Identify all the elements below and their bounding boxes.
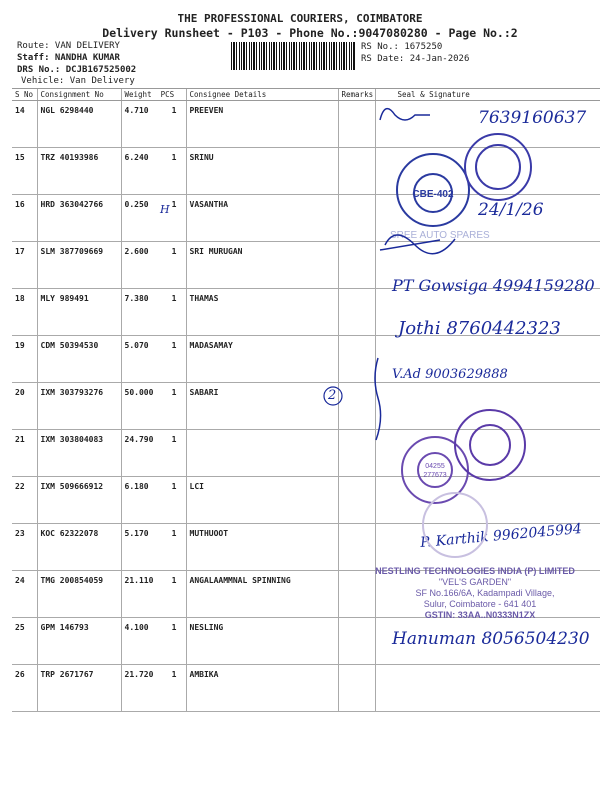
sno: 15 xyxy=(12,148,37,195)
col-weight-pcs: Weight PCS xyxy=(121,89,186,101)
sno: 21 xyxy=(12,430,37,477)
svg-text:SF No.166/6A, Kadampadi Villag: SF No.166/6A, Kadampadi Village, xyxy=(415,588,555,598)
sno: 23 xyxy=(12,524,37,571)
rs-date: RS Date: 24-Jan-2026 xyxy=(361,54,470,64)
svg-text:"VEL'S GARDEN": "VEL'S GARDEN" xyxy=(438,577,512,587)
nestling-stamp xyxy=(375,566,575,620)
pcs: 1 xyxy=(171,153,177,162)
weight: 4.100 xyxy=(124,623,149,632)
weight: 2.600 xyxy=(124,247,149,256)
svg-text:GSTIN: 33AA..N0333N1ZX: GSTIN: 33AA..N0333N1ZX xyxy=(424,610,536,620)
drs-number: DRS No.: DCJB167525002 xyxy=(17,65,137,75)
handwritten-signature: V.Ad 9003629888 xyxy=(392,367,508,382)
weight: 21.720 xyxy=(124,670,154,679)
consignee: SRINU xyxy=(186,148,338,195)
svg-text:277673: 277673 xyxy=(423,472,447,479)
consignment-no: IXM 509666912 xyxy=(37,477,121,524)
sno: 26 xyxy=(12,665,37,712)
consignee: MUTHUOOT xyxy=(186,524,338,571)
bracket-mark xyxy=(375,358,381,440)
pcs: 1 xyxy=(171,670,177,679)
spinning-stamp xyxy=(423,493,487,557)
pcs: 1 xyxy=(171,482,177,491)
consignment-no: SLM 387709669 xyxy=(37,242,121,289)
consignment-no: IXM 303804083 xyxy=(37,430,121,477)
handwritten-mark: 2 xyxy=(328,388,337,403)
sno: 19 xyxy=(12,336,37,383)
lakshmi-stamp xyxy=(455,410,525,480)
consignee: ANGALAAMMNAL SPINNING xyxy=(186,571,338,618)
consignment-no: CDM 50394530 xyxy=(37,336,121,383)
pcs: 1 xyxy=(171,341,177,350)
sno: 24 xyxy=(12,571,37,618)
pcs: 1 xyxy=(171,388,177,397)
consignee: LCI xyxy=(186,477,338,524)
sno: 14 xyxy=(12,101,37,148)
svg-text:04255: 04255 xyxy=(425,463,445,470)
consignee: PREEVEN xyxy=(186,101,338,148)
weight: 7.380 xyxy=(124,294,149,303)
consignment-no: IXM 303793276 xyxy=(37,383,121,430)
col-seal: Seal & Signature xyxy=(375,89,600,101)
weight: 6.180 xyxy=(124,482,149,491)
pcs: 1 xyxy=(171,529,177,538)
runsheet-subtitle: Delivery Runsheet - P103 - Phone No.:9047080280 - Page No.:2 xyxy=(102,26,518,40)
consignment-no: HRD 363042766 xyxy=(37,195,121,242)
handwritten-signature: P. Karthik 9962045994 xyxy=(419,520,583,552)
sno: 18 xyxy=(12,289,37,336)
col-sno: S No xyxy=(12,89,37,101)
pcs: 1 xyxy=(171,294,177,303)
sno: 16 xyxy=(12,195,37,242)
pcs: 1 xyxy=(171,247,177,256)
handwritten-signature: Hanuman 8056504230 xyxy=(392,629,590,649)
sno: 20 xyxy=(12,383,37,430)
consignment-no: MLY 989491 xyxy=(37,289,121,336)
consignee: MADASAMAY xyxy=(186,336,338,383)
consignment-no: TRZ 40193986 xyxy=(37,148,121,195)
pcs: 1 xyxy=(171,435,177,444)
svg-text:Sulur, Coimbatore - 641 401: Sulur, Coimbatore - 641 401 xyxy=(423,599,537,609)
security-stamp xyxy=(465,134,531,200)
vasantha-stamp xyxy=(397,154,469,226)
weight: 50.000 xyxy=(124,388,154,397)
handwritten-phone: 7639160637 xyxy=(478,108,587,128)
consignment-no: GPM 146793 xyxy=(37,618,121,665)
signature-scribble xyxy=(380,109,430,120)
consignment-no: TMG 200854059 xyxy=(37,571,121,618)
consignee: AMBIKA xyxy=(186,665,338,712)
weight: 0.250 xyxy=(124,200,149,209)
handwritten-mark: H xyxy=(160,203,170,216)
rs-number: RS No.: 1675250 xyxy=(361,42,443,52)
consignment-no: KOC 62322078 xyxy=(37,524,121,571)
document-title: THE PROFESSIONAL COURIERS, COIMBATORE xyxy=(177,12,423,25)
consignee: SABARI xyxy=(186,383,338,430)
pcs: 1 xyxy=(171,623,177,632)
sno: 25 xyxy=(12,618,37,665)
weight: 21.110 xyxy=(124,576,154,585)
handwritten-signature: PT Gowsiga 4994159280 xyxy=(392,276,595,295)
weight: 5.070 xyxy=(124,341,149,350)
col-consignment: Consignment No xyxy=(37,89,121,101)
sno: 17 xyxy=(12,242,37,289)
svg-text:NESTLING TECHNOLOGIES INDIA (P: NESTLING TECHNOLOGIES INDIA (P) LIMITED xyxy=(375,566,575,576)
consignment-no: TRP 2671767 xyxy=(37,665,121,712)
weight: 24.790 xyxy=(124,435,154,444)
circled-mark xyxy=(324,387,342,405)
sno: 22 xyxy=(12,477,37,524)
consignee: SRI MURUGAN xyxy=(186,242,338,289)
consignment-no: NGL 6298440 xyxy=(37,101,121,148)
consignee: THAMAS xyxy=(186,289,338,336)
pcs: 1 xyxy=(171,576,177,585)
svg-text:CBE-402: CBE-402 xyxy=(412,189,454,200)
vehicle: Vehicle: Van Delivery xyxy=(21,76,135,86)
auto-spares-stamp: SREE AUTO SPARES xyxy=(390,230,490,241)
handwritten-date: 24/1/26 xyxy=(478,200,544,220)
staff: Staff: NANDHA KUMAR xyxy=(17,53,120,63)
weight: 6.240 xyxy=(124,153,149,162)
route: Route: VAN DELIVERY xyxy=(17,41,120,51)
col-remarks: Remarks xyxy=(338,89,375,101)
col-consignee: Consignee Details xyxy=(186,89,338,101)
weight: 4.710 xyxy=(124,106,149,115)
consignee: VASANTHA xyxy=(186,195,338,242)
pcs: 1 xyxy=(171,200,177,209)
pcs: 1 xyxy=(171,106,177,115)
weight: 5.170 xyxy=(124,529,149,538)
handwritten-signature: Jothi 8760442323 xyxy=(398,318,561,339)
consignee: NESLING xyxy=(186,618,338,665)
